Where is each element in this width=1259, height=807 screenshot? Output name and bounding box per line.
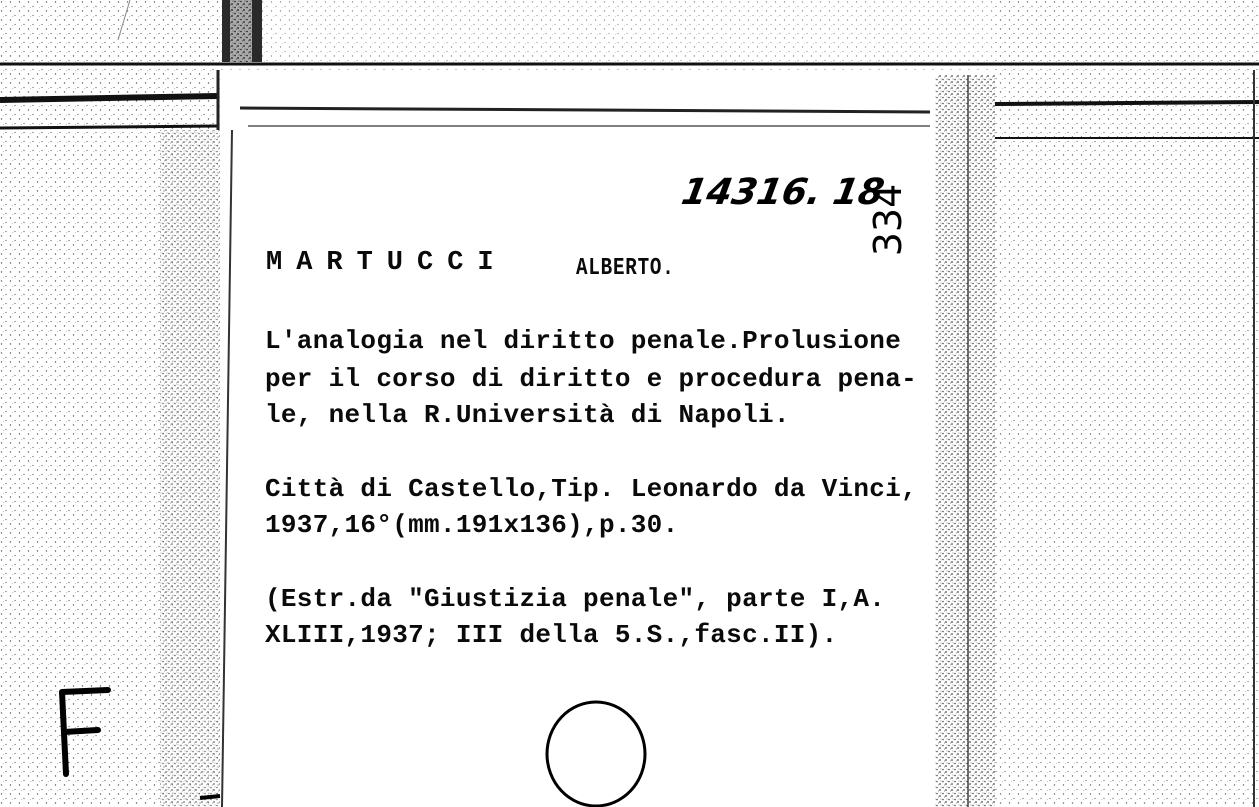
title-line: le, nella R.Università di Napoli. — [265, 400, 790, 430]
author-surname: MARTUCCI — [266, 248, 508, 278]
hand-drawn-circle — [540, 692, 660, 807]
author-name: ALBERTO. — [576, 255, 675, 282]
imprint-line: 1937,16°(mm.191x136),p.30. — [265, 510, 679, 540]
imprint-line: Città di Castello,Tip. Leonardo da Vinci, — [265, 474, 918, 504]
margin-letter-f — [48, 682, 118, 782]
title-line: per il corso di diritto e procedura pena- — [265, 364, 918, 394]
note-line: (Estr.da "Giustizia penale", parte I,A. — [265, 584, 886, 614]
title-line: L'analogia nel diritto penale.Prolusione — [265, 326, 902, 356]
shelf-mark: 14316. 18 — [678, 172, 888, 213]
note-line: XLIII,1937; III della 5.S.,fasc.II). — [265, 620, 838, 650]
side-number: 334 — [866, 183, 910, 257]
